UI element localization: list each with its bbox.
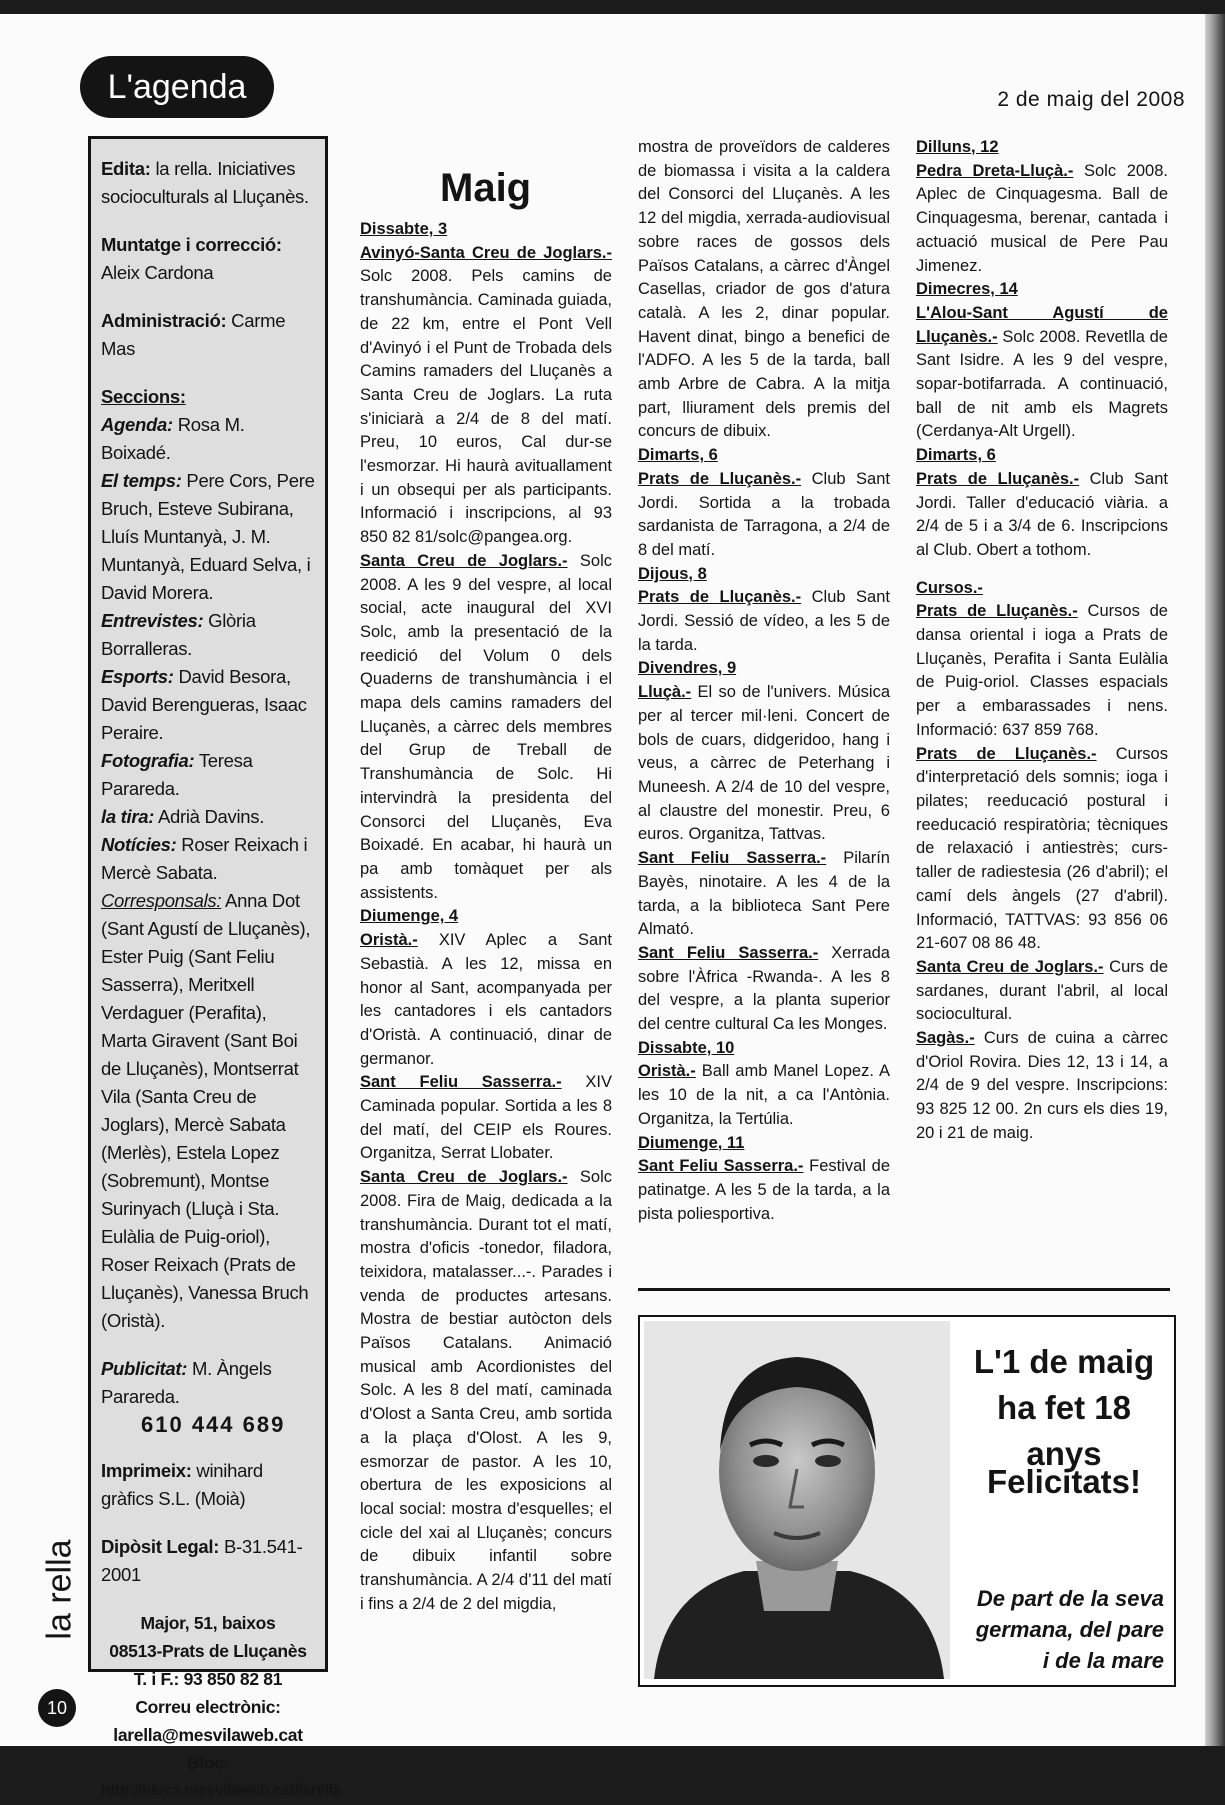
- masthead-box: [88, 136, 342, 1799]
- agenda-event: mostra de proveïdors de calderes de biomassa i visita a la caldera del Consorci del Lluçanès. A les 12 del migdia, xerrada-audiovisual sobre races de gossos dels Països Catalans, a càrrec d'Àngel Casellas, criador de gos d'atura català. A les 2, dinar popular. Havent dinat, bingo a benefici de l'ADFO. A les 5 de la tarda, ball amb Arbre de Cabra. A la mitja part, lliurament dels premis del concurs de dibuix.: [638, 138, 890, 441]
- noticies-value: Roser Reixach i Mercè Sabata.: [101, 834, 308, 883]
- administracio-value: Carme Mas: [101, 310, 286, 359]
- muntatge-value: Aleix Cardona: [101, 262, 214, 283]
- agenda-event: Santa Creu de Joglars.- Solc 2008. Fira de Maig, dedicada a la transhumància. Durant tot el matí, mostra d'oficis -tonedor, filadora, teixidora, matalasser...-. Parades i venda de productes artesans. Mostra de bestiar autòcton dels Països Catalans. Animació musical amb Acordionistes del Solc. A les 8 del matí, caminada d'Olost a Santa Creu, amb sortida a la plaça d'Olost. A les 9, esmorzar de pastor. A les 10, obertura de les exposicions al local social: mostra d'esquelles; el cicle del xai al Lluçanès; concurs de dibuix infantil sobre transhumància. A 2/4 d'11 del matí i fins a 2/4 de 2 del migdia,: [360, 1168, 612, 1613]
- fotografia-label: Fotografia:: [101, 750, 195, 771]
- email-address[interactable]: larella@mesvilaweb.cat: [113, 1725, 303, 1745]
- day-heading: Dissabte, 10: [638, 1038, 735, 1057]
- esports-label: Esports:: [101, 666, 174, 687]
- day-heading: Dimarts, 6: [916, 446, 996, 465]
- section-tag: L'agenda: [80, 56, 274, 118]
- diposit-label: Dipòsit Legal:: [101, 1536, 220, 1557]
- tira-label: la tira:: [101, 806, 155, 827]
- muntatge-label: Muntatge i correcció:: [101, 234, 282, 255]
- agenda-event: Sant Feliu Sasserra.- Xerrada sobre l'Àfrica -Rwanda-. A les 8 del vespre, a la planta superior del centre cultural Ca les Monges.: [638, 943, 890, 1034]
- ad-signature: De part de la seva germana, del pare i de la mare: [975, 1586, 1164, 1673]
- day-heading: Divendres, 9: [638, 659, 737, 678]
- agenda-event: Pedra Dreta-Lluçà.- Solc 2008. Aplec de Cinquagesma. Ball de Cinquagesma, berenar, cantada i actuació musical de Pere Pau Jimenez.: [916, 161, 1168, 275]
- section-heading: Cursos.-: [916, 578, 983, 597]
- email-label: Correu electrònic:: [135, 1697, 281, 1717]
- agenda-event: Prats de Lluçanès.- Cursos de dansa oriental i ioga a Prats de Lluçanès, Perafita i Santa Eulàlia de Puig-oriol. Classes espacials per a embarassades i nens. Informació: 637 859 768.: [916, 602, 1168, 739]
- edita-value: la rella. Iniciatives socioculturals al Lluçanès.: [101, 158, 309, 207]
- publicitat-phone: 610 444 689: [141, 1412, 286, 1437]
- corresponsals-label: Corresponsals:: [101, 890, 222, 911]
- edita-label: Edita:: [101, 158, 151, 179]
- corresponsals-value: Anna Dot (Sant Agustí de Lluçanès), Ester Puig (Sant Feliu Sasserra), Meritxell Verdaguer (Perafita), Marta Giravent (Sant Boi de Lluçanès), Montserrat Vila (Santa Creu de Joglars), Mercè Sabata (Merlès), Estela Lopez (Sobremunt), Montse Surinyach (Lluçà i Sta. Eulàlia de Puig-oriol), Roser Reixach (Prats de Lluçanès), Vanessa Bruch (Oristà).: [101, 890, 311, 1331]
- publicitat-value: M. Àngels Parareda.: [101, 1358, 272, 1407]
- issue-date: 2 de maig del 2008: [997, 88, 1185, 111]
- agenda-event: Oristà.- XIV Aplec a Sant Sebastià. A les 12, missa en honor al Sant, acompanyada per les cantadores i els cantadors d'Oristà. A continuació, dinar de germanor.: [360, 931, 612, 1068]
- tira-value: Adrià Davins.: [157, 806, 265, 827]
- contact-address: [101, 1609, 342, 1805]
- agenda-column-1: [360, 218, 612, 1616]
- agenda-value: Rosa M. Boixadé.: [101, 414, 245, 463]
- portrait-image: [644, 1321, 950, 1679]
- ad-headline: L'1 de maig ha fet 18 anys: [973, 1343, 1155, 1472]
- day-heading: Dimecres, 14: [916, 280, 1018, 299]
- agenda-event: Lluçà.- El so de l'univers. Música per al tercer mil·leni. Concert de bols de cuars, didgeridoo, hang i veus, a càrrec de Peterhang i Muneesh. A 2/4 de 10 del vespre, al claustre del monestir. Preu, 6 euros. Organitza, Tattvas.: [638, 683, 890, 844]
- agenda-column-3: [916, 136, 1168, 1146]
- agenda-event: Santa Creu de Joglars.- Curs de sardanes, durant l'abril, al local sociocultural.: [916, 957, 1169, 1024]
- agenda-event: Sant Feliu Sasserra.- XIV Caminada popular. Sortida a les 8 del matí, del CEIP els Roures. Organitza, Serrat Llobater.: [360, 1073, 612, 1163]
- fotografia-value: Teresa Parareda.: [101, 750, 253, 799]
- noticies-label: Notícies:: [101, 834, 177, 855]
- portrait-photo: [644, 1321, 950, 1679]
- seccions-label: Seccions:: [101, 386, 186, 407]
- agenda-event: Prats de Lluçanès.- Club Sant Jordi. Taller d'educació viària. a 2/4 de 5 i a 3/4 de 6. Inscripcions al Club. Obert a tothom.: [916, 469, 1168, 559]
- agenda-event: Sant Feliu Sasserra.- Festival de patinatge. A les 5 de la tarda, a la pista poliesportiva.: [638, 1157, 890, 1223]
- blog-url[interactable]: http://blocs.mesvilaweb.cat/larella: [101, 1782, 342, 1799]
- agenda-event: Prats de Lluçanès.- Cursos d'interpretació dels somnis; ioga i pilates; reeducació postural i reeducació respiratòria; tècniques de relaxació i antiestrès; curs-taller de radiestesia (26 d'abril); el camí dels àngels (27 d'abril). Informació, TATTVAS: 93 856 06 21-607 08 86 48.: [916, 744, 1168, 953]
- imprimeix-value: winihard gràfics S.L. (Moià): [101, 1460, 263, 1509]
- ad-divider: [638, 1288, 1170, 1291]
- agenda-event: Santa Creu de Joglars.- Solc 2008. A les 9 del vespre, al local social, acte inaugural del XVI Solc, amb la presentació de la reedició del Volum 0 dels Quaderns de transhumància i el mapa dels camins ramaders del Lluçanès, a càrrec dels membres del Grup de Treball de Transhumància de Solc. Hi intervindrà la presidenta del Consorci del Lluçanès, Eva Boixadé. En acabar, hi haurà un pa amb tomàquet per als assistents.: [360, 551, 612, 902]
- esports-value: David Besora, David Berengueras, Isaac Peraire.: [101, 666, 307, 743]
- day-heading: Dijous, 8: [638, 564, 707, 583]
- agenda-event: Prats de Lluçanès.- Club Sant Jordi. Sessió de vídeo, a les 5 de la tarda.: [638, 588, 890, 654]
- agenda-event: Sagàs.- Curs de cuina a càrrec d'Oriol Rovira. Dies 12, 13 i 14, a 2/4 de 9 del vespre. Inscripcions: 93 825 12 00. 2n curs els dies 19, 20 i 21 de maig.: [916, 1029, 1168, 1142]
- agenda-column-2: [638, 136, 890, 1226]
- temps-label: El temps:: [101, 470, 182, 491]
- agenda-event: L'Alou-Sant Agustí de Lluçanès.- Solc 2008. Revetlla de Sant Isidre. A les 9 del vespre, sopar-botifarrada. A continuació, ball de nit amb els Magrets (Cerdanya-Alt Urgell).: [916, 303, 1168, 441]
- page-edge: [1205, 14, 1225, 1746]
- address-town: 08513-Prats de Lluçanès: [109, 1641, 307, 1661]
- diposit-value: B-31.541-2001: [101, 1536, 303, 1585]
- agenda-event: Avinyó-Santa Creu de Joglars.- Solc 2008. Pels camins de transhumància. Caminada guiada, de 22 km, entre el Pont Vell d'Avinyó i el Punt de Trobada dels Camins ramaders del Lluçanès a Santa Creu de Joglars. La ruta s'iniciarà a 2/4 de 8 del matí. Preu, 10 euros, Cal dur-se l'esmorzar. Hi haurà avituallament i un obsequi per als participants. Informació i inscripcions, al 93 850 82 81/solc@pangea.org.: [360, 243, 612, 547]
- administracio-label: Administració:: [101, 310, 227, 331]
- agenda-event: Sant Feliu Sasserra.- Pilarín Bayès, ninotaire. A les 4 de la tarda, a la biblioteca Sant Pere Almató.: [638, 849, 890, 939]
- day-heading: Dissabte, 3: [360, 220, 448, 238]
- birthday-ad: [638, 1315, 1176, 1687]
- day-heading: Diumenge, 11: [638, 1133, 745, 1152]
- month-title: Maig: [440, 166, 532, 210]
- day-heading: Dilluns, 12: [916, 138, 999, 156]
- agenda-event: Oristà.- Ball amb Manel Lopez. A les 10 de la nit, a ca l'Antònia. Organitza, la Tertúlia.: [638, 1062, 890, 1128]
- day-heading: Diumenge, 4: [360, 907, 459, 926]
- agenda-event: Prats de Lluçanès.- Club Sant Jordi. Sortida a la trobada sardanista de Tarragona, a 2/4 de 8 del matí.: [638, 469, 890, 559]
- publicitat-label: Publicitat:: [101, 1358, 188, 1379]
- ad-congrats: Felicitats!: [986, 1463, 1142, 1500]
- agenda-label: Agenda:: [101, 414, 173, 435]
- imprimeix-label: Imprimeix:: [101, 1460, 192, 1481]
- page-number: 10: [38, 1689, 76, 1727]
- publication-logo: la rella: [40, 1539, 79, 1640]
- address-street: Major, 51, baixos: [140, 1613, 276, 1633]
- entrevistes-value: Glòria Borralleras.: [101, 610, 256, 659]
- temps-value: Pere Cors, Pere Bruch, Esteve Subirana, Lluís Muntanyà, J. M. Muntanyà, Eduard Selva, i David Morera.: [101, 470, 315, 603]
- entrevistes-label: Entrevistes:: [101, 610, 204, 631]
- blog-label: Bloc:: [186, 1753, 230, 1773]
- day-heading: Dimarts, 6: [638, 446, 718, 465]
- address-phone: T. i F.: 93 850 82 81: [133, 1669, 283, 1689]
